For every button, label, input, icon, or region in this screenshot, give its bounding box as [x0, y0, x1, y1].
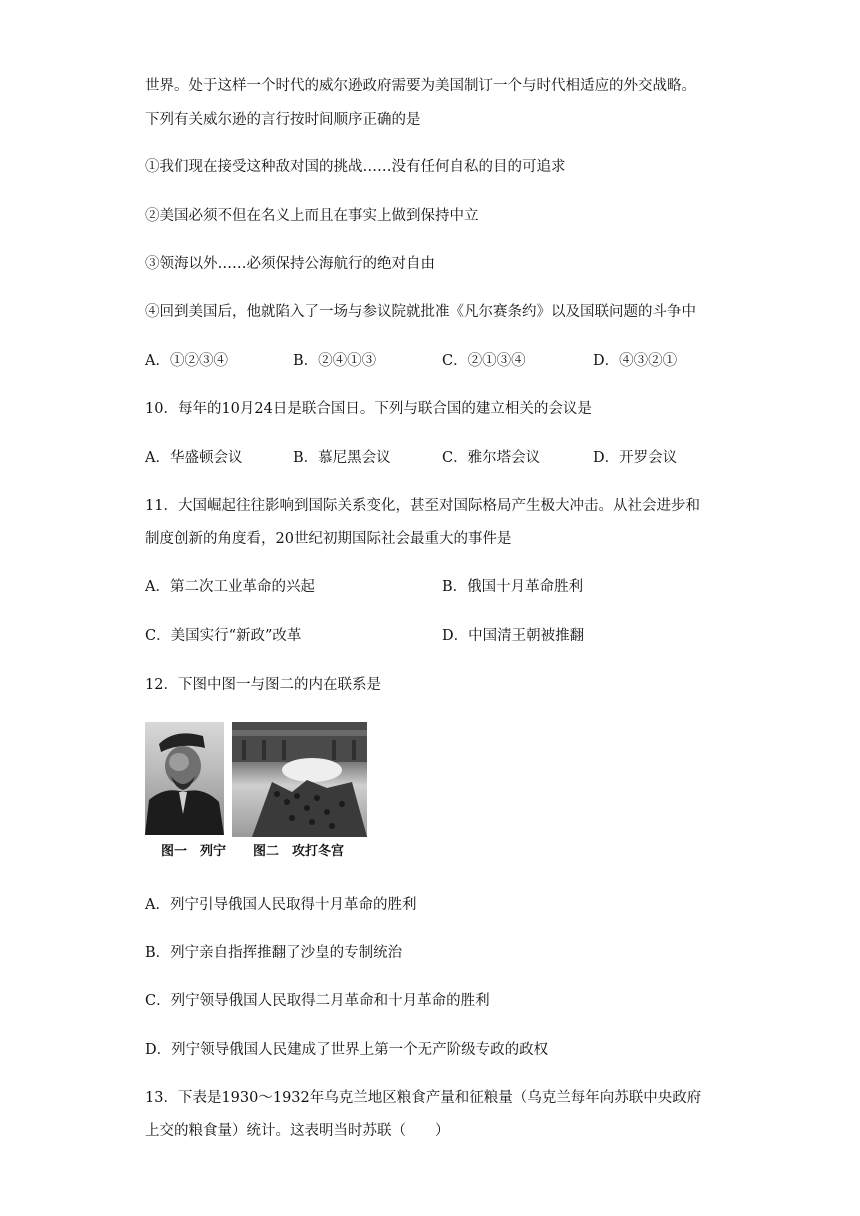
q9-option-a[interactable]: A．①②③④ [145, 353, 228, 369]
q12-option-a[interactable]: A．列宁引导俄国人民取得十月革命的胜利 [145, 897, 417, 913]
winter-palace-image [232, 722, 367, 837]
q10-stem: 10．每年的10月24日是联合国日。下列与联合国的建立相关的会议是 [145, 401, 592, 417]
q9-option-d[interactable]: D．④③②① [593, 353, 678, 369]
q11-stem-line1: 11．大国崛起往往影响到国际关系变化，甚至对国际格局产生极大冲击。从社会进步和 [145, 498, 700, 514]
q11-option-c[interactable]: C．美国实行“新政”改革 [145, 628, 302, 644]
q11-option-b[interactable]: B．俄国十月革命胜利 [442, 579, 584, 595]
q10-option-d[interactable]: D．开罗会议 [593, 450, 678, 466]
q12-option-c[interactable]: C．列宁领导俄国人民取得二月革命和十月革命的胜利 [145, 993, 490, 1009]
q11-option-a[interactable]: A．第二次工业革命的兴起 [145, 579, 315, 595]
lenin-portrait-image [145, 722, 224, 835]
q9-item-1: ①我们现在接受这种敌对国的挑战……没有任何自私的目的可追求 [145, 159, 566, 175]
q9-intro-line1: 世界。处于这样一个时代的威尔逊政府需要为美国制订一个与时代相适应的外交战略。 [145, 78, 696, 94]
q10-option-a[interactable]: A．华盛顿会议 [145, 450, 243, 466]
q9-item-4: ④回到美国后，他就陷入了一场与参议院就批准《凡尔赛条约》以及国联问题的斗争中 [145, 304, 696, 320]
figure1-caption: 图一 列宁 [161, 844, 227, 859]
q11-stem-line2: 制度创新的角度看，20世纪初期国际社会最重大的事件是 [145, 531, 512, 547]
q13-stem-line2: 上交的粮食量）统计。这表明当时苏联（ ） [145, 1123, 450, 1139]
q10-option-c[interactable]: C．雅尔塔会议 [442, 450, 541, 466]
q10-option-b[interactable]: B．慕尼黑会议 [293, 450, 391, 466]
q9-option-c[interactable]: C．②①③④ [442, 353, 526, 369]
q9-item-3: ③领海以外……必须保持公海航行的绝对自由 [145, 256, 435, 272]
q12-stem: 12．下图中图一与图二的内在联系是 [145, 677, 381, 693]
q12-option-d[interactable]: D．列宁领导俄国人民建成了世界上第一个无产阶级专政的政权 [145, 1042, 549, 1058]
q11-option-d[interactable]: D．中国清王朝被推翻 [442, 628, 585, 644]
q12-figure [145, 722, 370, 862]
q12-option-b[interactable]: B．列宁亲自指挥推翻了沙皇的专制统治 [145, 945, 403, 961]
q9-option-b[interactable]: B．②④①③ [293, 353, 377, 369]
figure2-caption: 图二 攻打冬宫 [253, 844, 345, 859]
q13-stem-line1: 13．下表是1930～1932年乌克兰地区粮食产量和征粮量（乌克兰每年向苏联中央政府 [145, 1090, 702, 1106]
q9-item-2: ②美国必须不但在名义上而且在事实上做到保持中立 [145, 208, 479, 224]
q9-intro-line2: 下列有关威尔逊的言行按时间顺序正确的是 [145, 112, 421, 128]
